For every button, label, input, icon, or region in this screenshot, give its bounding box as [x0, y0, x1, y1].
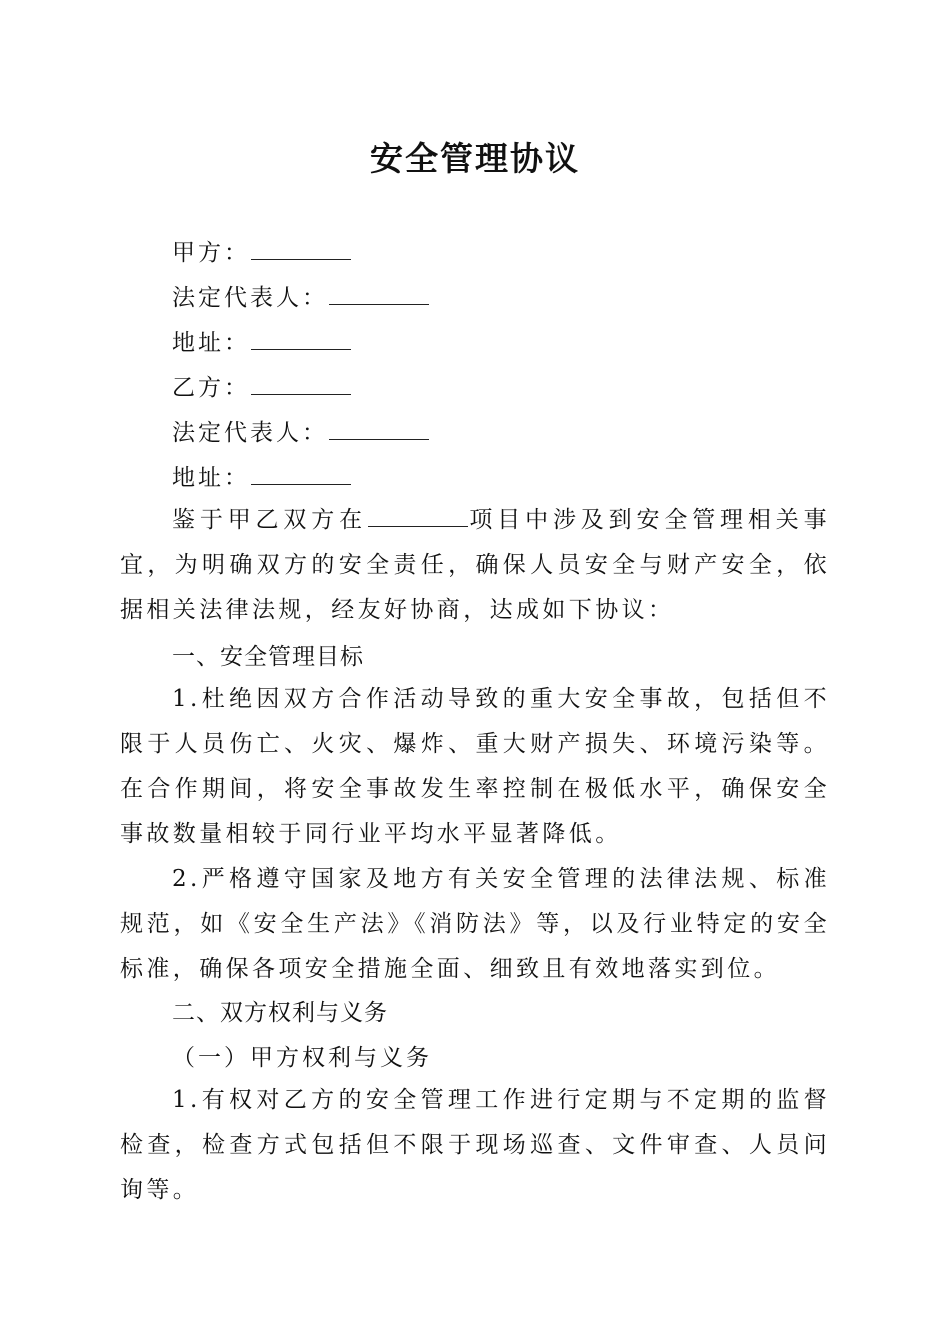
section-1-item-1: 1.杜绝因双方合作活动导致的重大安全事故，包括但不限于人员伤亡、火灾、爆炸、重大财产损失、环境污染等。在合作期间，将安全事故发生率控制在极低水平，确保安全事故数量相较于同行业平均水平显著降低。 — [120, 686, 830, 847]
party-b-label: 乙方： — [172, 375, 250, 401]
party-a-rep-field — [172, 281, 429, 315]
party-a-rep-blank — [329, 282, 429, 305]
party-a-label: 甲方： — [172, 240, 250, 266]
party-b-field — [172, 371, 351, 405]
party-b-rep-field — [172, 416, 429, 450]
party-a-address-blank — [251, 327, 351, 350]
project-name-blank — [368, 504, 468, 527]
party-a-address-field — [172, 326, 351, 360]
section-2-sub-1-heading: （一）甲方权利与义务 — [172, 1045, 432, 1071]
preamble-text-after: 项目中涉及到安全管理相关事宜，为明确双方的安全责任，确保人员安全与财产安全，依据相关法律法规，经友好协商，达成如下协议： — [120, 507, 830, 623]
party-b-address-blank — [251, 462, 351, 485]
party-b-address-field — [172, 461, 351, 495]
party-b-address-label: 地址： — [172, 465, 250, 491]
party-b-rep-label: 法定代表人： — [172, 420, 328, 446]
party-b-rep-blank — [329, 417, 429, 440]
party-a-rep-label: 法定代表人： — [172, 285, 328, 311]
section-1-heading: 一、安全管理目标 — [172, 644, 364, 670]
party-a-field — [172, 236, 351, 270]
party-a-blank — [251, 237, 351, 260]
preamble-text-before: 鉴于甲乙双方在 — [172, 507, 367, 533]
document-title: 安全管理协议 — [370, 139, 580, 178]
party-b-blank — [251, 372, 351, 395]
section-2-sub-1-item-1: 1.有权对乙方的安全管理工作进行定期与不定期的监督检查，检查方式包括但不限于现场巡查、文件审查、人员问询等。 — [120, 1087, 830, 1203]
party-a-address-label: 地址： — [172, 330, 250, 356]
section-1-item-2: 2.严格遵守国家及地方有关安全管理的法律法规、标准规范，如《安全生产法》《消防法》等，以及行业特定的安全标准，确保各项安全措施全面、细致且有效地落实到位。 — [120, 866, 830, 982]
preamble-paragraph — [120, 498, 830, 633]
section-2-heading: 二、双方权利与义务 — [172, 1000, 388, 1026]
